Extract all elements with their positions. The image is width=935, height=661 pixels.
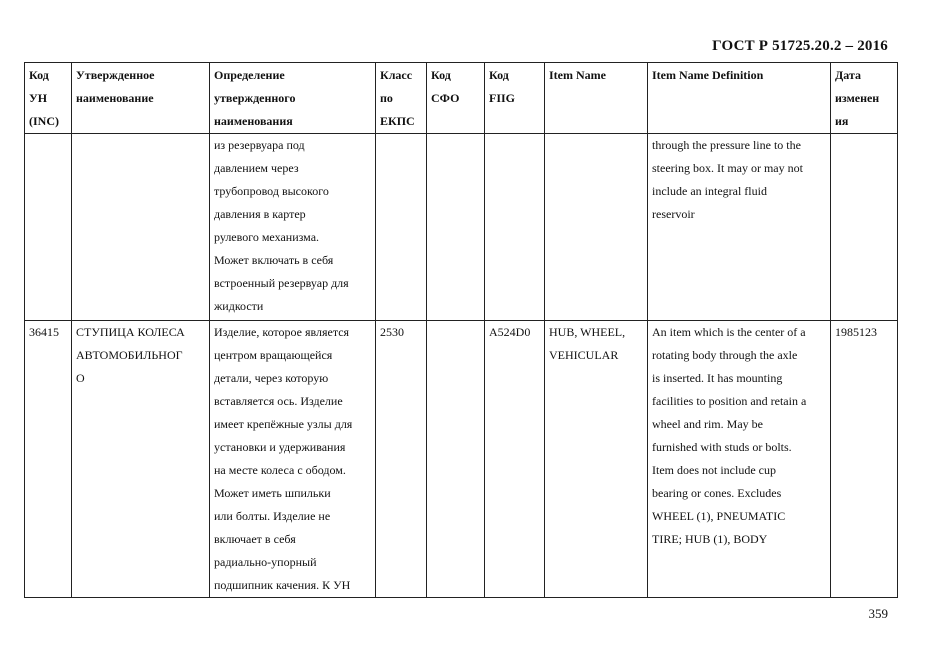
cell-line: Может включать в себя <box>214 253 334 267</box>
cell-line: Item does not include cup <box>652 463 776 477</box>
cell-line: из резервуара под <box>214 138 305 152</box>
header-line: утвержденного <box>214 91 296 105</box>
cell-line: детали, через которую <box>214 371 329 385</box>
col-name-ru-header <box>72 63 210 134</box>
date-cell <box>831 321 898 598</box>
cell-line: давления в картер <box>214 207 306 221</box>
header-line: Утвержденное <box>76 68 155 82</box>
cell-line: through the pressure line to the <box>652 138 801 152</box>
cell-line: include an integral fluid <box>652 184 767 198</box>
cell-line: включает в себя <box>214 532 296 546</box>
cell-line: жидкости <box>214 299 264 313</box>
col-inc-header <box>25 63 72 134</box>
header-line: FIIG <box>489 91 516 105</box>
name-ru-cell <box>72 134 210 321</box>
header-line: наименования <box>214 114 293 128</box>
cell-line: имеет крепёжные узлы для <box>214 417 353 431</box>
cell-line: rotating body through the axle <box>652 348 798 362</box>
cell-line: подшипник качения. К УН <box>214 578 351 592</box>
class-cell <box>376 321 427 598</box>
header-line: Код <box>431 68 451 82</box>
col-item-name-header <box>545 63 648 134</box>
header-line: Код <box>29 68 49 82</box>
cell-line: на месте колеса с ободом. <box>214 463 346 477</box>
col-date-header <box>831 63 898 134</box>
class-cell <box>376 134 427 321</box>
header-line: наименование <box>76 91 154 105</box>
header-line: Определение <box>214 68 285 82</box>
document-header: ГОСТ Р 51725.20.2 – 2016 <box>712 38 888 54</box>
name-ru-cell <box>72 321 210 598</box>
header-line: ЕКПС <box>380 114 415 128</box>
nomenclature-table <box>24 62 898 598</box>
definition-en-cell <box>648 321 831 598</box>
table-row <box>25 134 898 321</box>
cell-line: An item which is the center of a <box>652 325 806 339</box>
cell-line: TIRE; HUB (1), BODY <box>652 532 768 546</box>
cell-line: радиально-упорный <box>214 555 317 569</box>
cell-line: Может иметь шпильки <box>214 486 331 500</box>
col-sfo-header <box>427 63 485 134</box>
cell-line: трубопровод высокого <box>214 184 329 198</box>
definition-en-cell <box>648 134 831 321</box>
date-cell <box>831 134 898 321</box>
cell-line: АВТОМОБИЛЬНОГ <box>76 348 183 362</box>
header-line: Класс <box>380 68 413 82</box>
header-line: Код <box>489 68 509 82</box>
cell-line: давлением через <box>214 161 299 175</box>
page-number: 359 <box>868 606 888 621</box>
inc-cell <box>25 134 72 321</box>
header-line: УН <box>29 91 48 105</box>
sfo-cell <box>427 321 485 598</box>
cell-line: steering box. It may or may not <box>652 161 803 175</box>
col-class-header <box>376 63 427 134</box>
cell-line: 1985123 <box>835 325 877 339</box>
cell-line: О <box>76 371 85 385</box>
col-definition-ru-header <box>210 63 376 134</box>
cell-line: рулевого механизма. <box>214 230 320 244</box>
col-fiig-header <box>485 63 545 134</box>
cell-line: СТУПИЦА КОЛЕСА <box>76 325 185 339</box>
cell-line: Изделие, которое является <box>214 325 350 339</box>
cell-line: вставляется ось. Изделие <box>214 394 343 408</box>
header-line: СФО <box>431 91 460 105</box>
fiig-cell <box>485 134 545 321</box>
table-header-row <box>25 63 898 134</box>
header-line: изменен <box>835 91 880 105</box>
cell-line: или болты. Изделие не <box>214 509 331 523</box>
cell-line: HUB, WHEEL, <box>549 325 626 339</box>
cell-line: встроенный резервуар для <box>214 276 349 290</box>
cell-line: wheel and rim. May be <box>652 417 763 431</box>
col-definition-en-header <box>648 63 831 134</box>
cell-line: A524D0 <box>489 325 531 339</box>
inc-cell <box>25 321 72 598</box>
sfo-cell <box>427 134 485 321</box>
definition-ru-cell <box>210 134 376 321</box>
table-row <box>25 321 898 598</box>
fiig-cell <box>485 321 545 598</box>
cell-line: is inserted. It has mounting <box>652 371 783 385</box>
header-line: Дата <box>835 68 861 82</box>
cell-line: WHEEL (1), PNEUMATIC <box>652 509 786 523</box>
cell-line: установки и удерживания <box>214 440 346 454</box>
cell-line: bearing or cones. Excludes <box>652 486 782 500</box>
header-line: (INC) <box>29 114 59 128</box>
header-line: Item Name Definition <box>652 68 764 82</box>
item-name-cell <box>545 321 648 598</box>
cell-line: furnished with studs or bolts. <box>652 440 792 454</box>
header-line: по <box>380 91 393 105</box>
header-line: Item Name <box>549 68 606 82</box>
definition-ru-cell <box>210 321 376 598</box>
cell-line: центром вращающейся <box>214 348 333 362</box>
cell-line: 2530 <box>380 325 404 339</box>
cell-line: 36415 <box>29 325 59 339</box>
cell-line: facilities to position and retain a <box>652 394 807 408</box>
header-line: ия <box>835 114 849 128</box>
cell-line: reservoir <box>652 207 695 221</box>
cell-line: VEHICULAR <box>549 348 619 362</box>
item-name-cell <box>545 134 648 321</box>
